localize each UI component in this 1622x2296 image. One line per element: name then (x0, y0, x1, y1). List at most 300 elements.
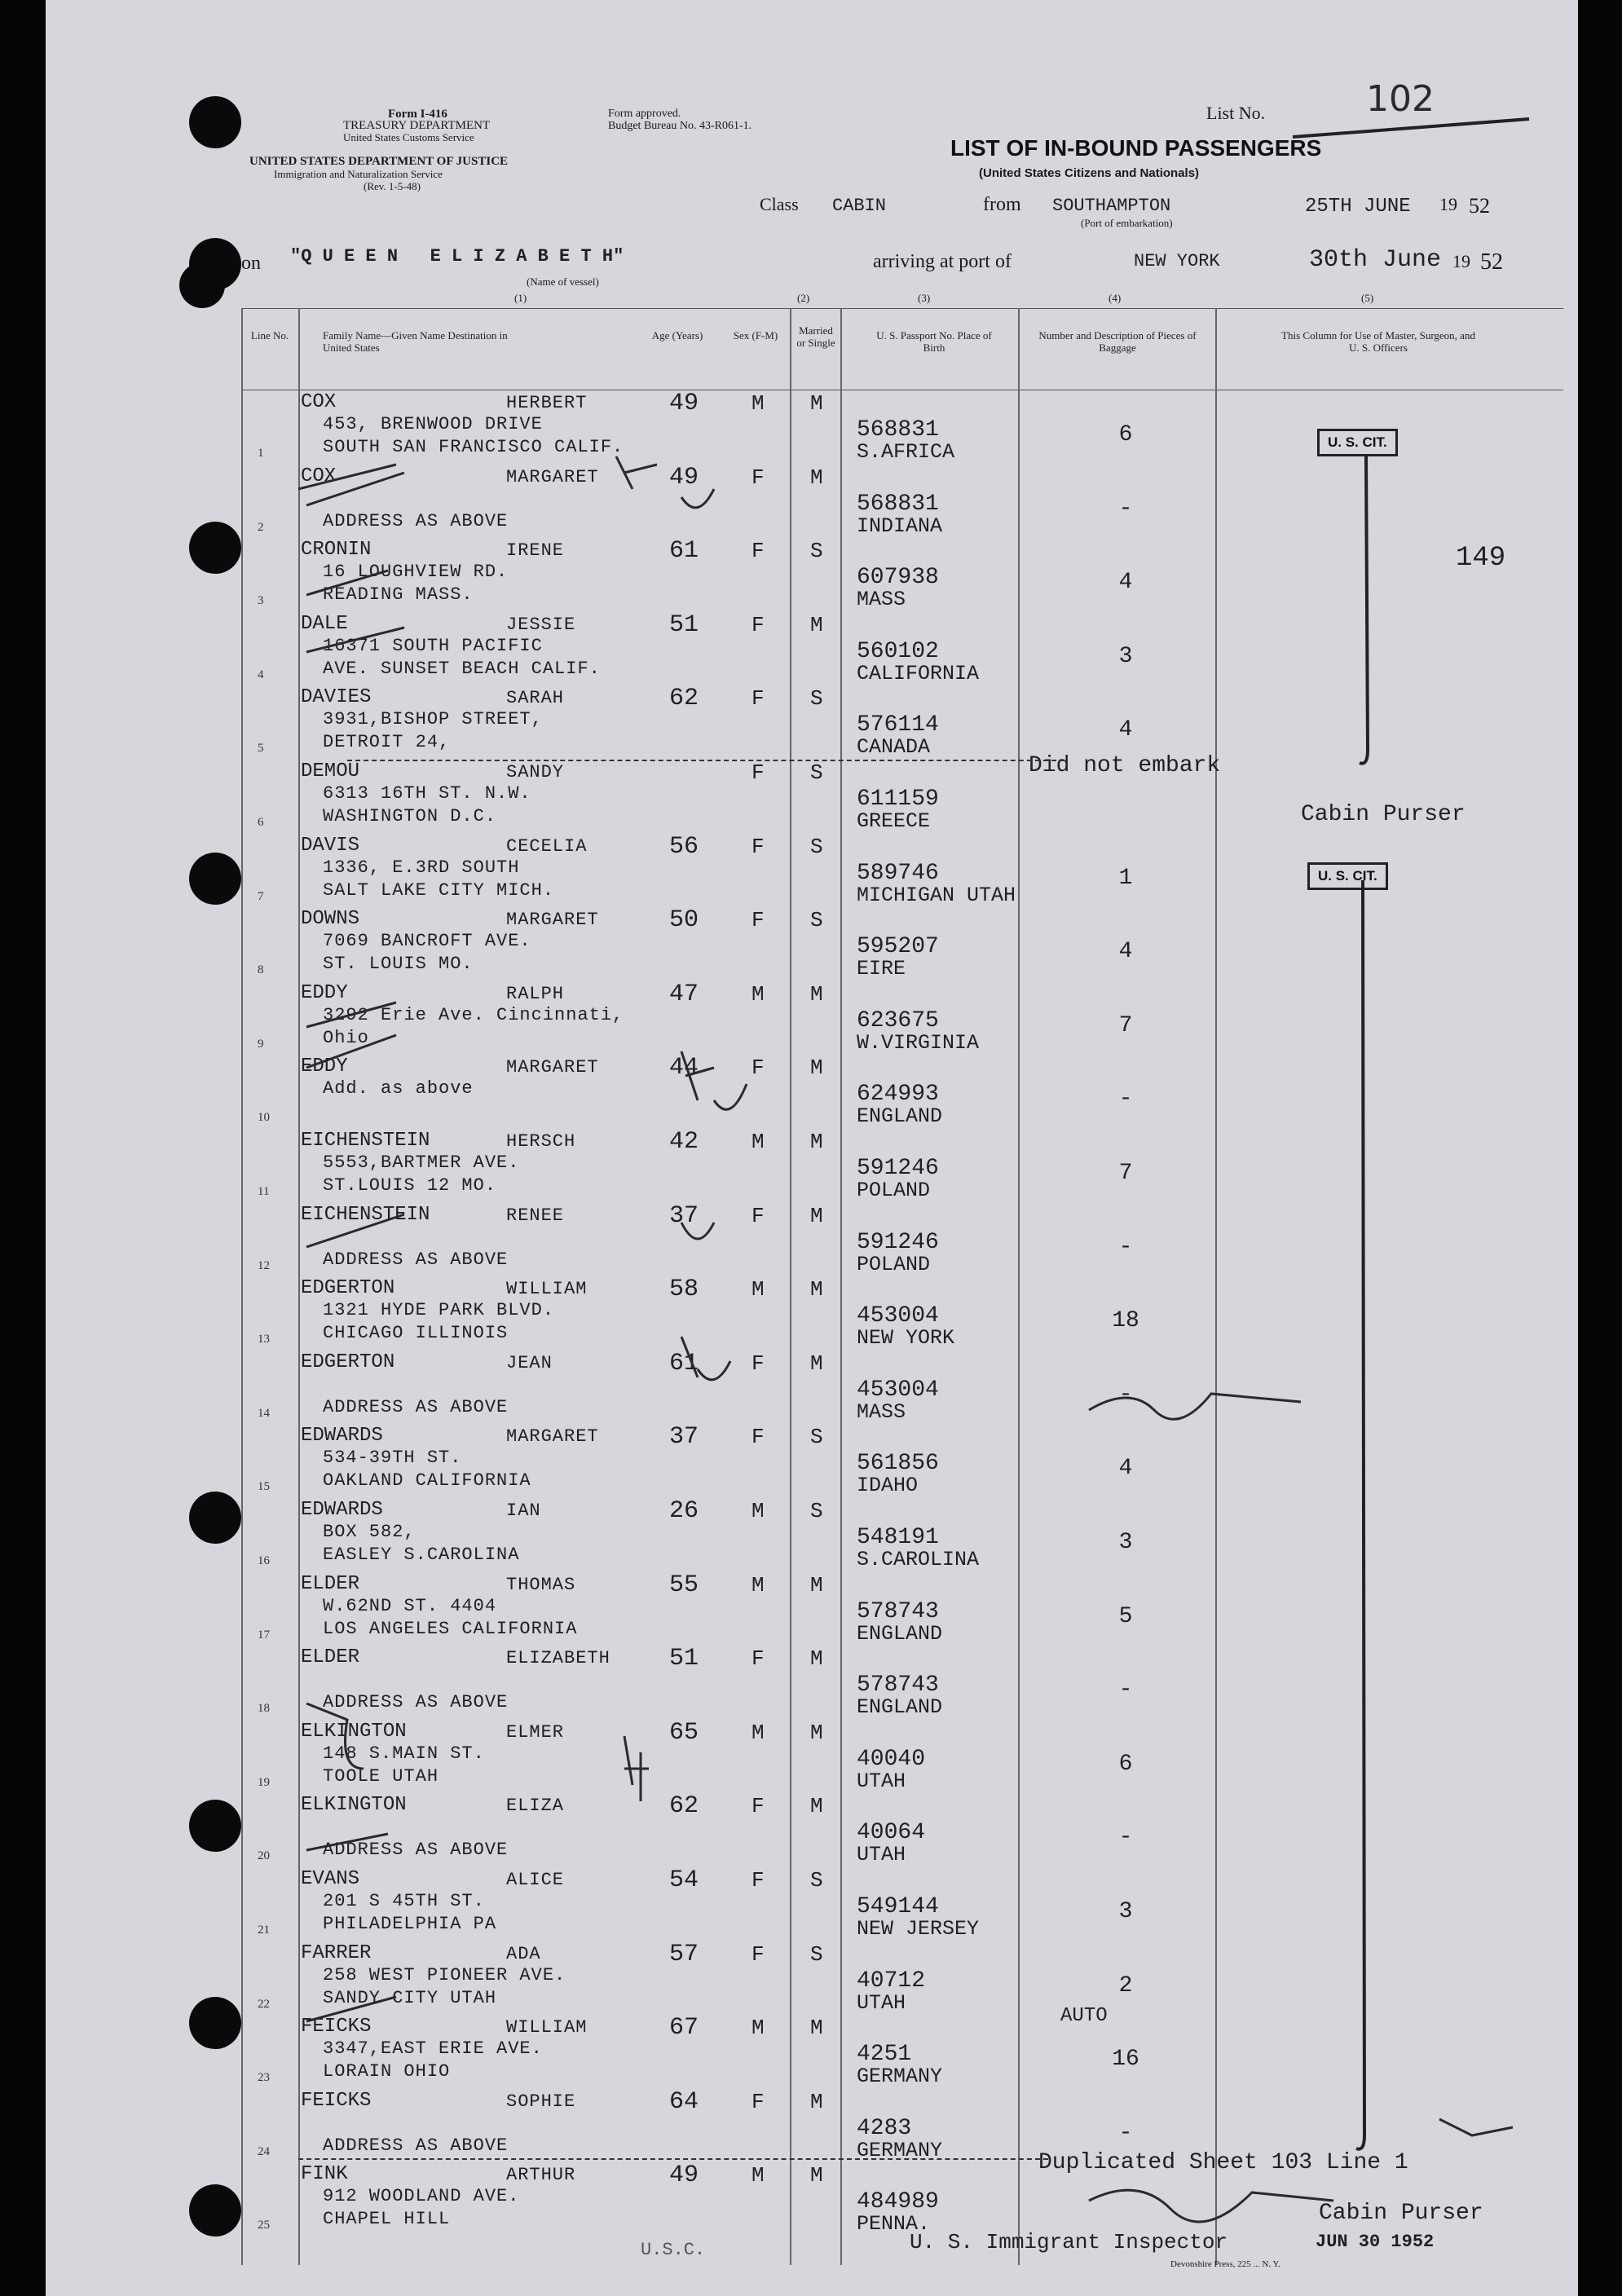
arriving-label: arriving at port of (873, 251, 1012, 272)
address-line-2: OAKLAND CALIFORNIA (323, 1470, 531, 1492)
sex: M (751, 2163, 765, 2188)
birthplace: MICHIGAN UTAH (857, 883, 1016, 907)
given-name: MARGARET (506, 466, 599, 487)
baggage-count: - (1118, 1825, 1133, 1851)
arrival-port: NEW YORK (1134, 251, 1220, 271)
passport-number: 576114 (857, 712, 939, 738)
on-label: on (241, 253, 261, 274)
line-number: 3 (258, 594, 264, 608)
given-name: ELIZA (506, 1796, 565, 1817)
line-number: 17 (258, 1628, 270, 1642)
birthplace: ENGLAND (857, 1104, 943, 1129)
sex: F (751, 1646, 765, 1672)
family-name: FINK (301, 2163, 348, 2186)
line-number: 9 (258, 1037, 264, 1051)
sex: F (751, 1203, 765, 1228)
list-no-label: List No. (1206, 103, 1266, 123)
sex: F (751, 760, 765, 785)
sex: F (751, 1055, 765, 1081)
birthplace: NEW JERSEY (857, 1917, 980, 1941)
family-name: COX (301, 391, 337, 413)
birthplace: CALIFORNIA (857, 661, 980, 685)
address-line-2: CHICAGO ILLINOIS (323, 1323, 509, 1344)
line-number: 13 (258, 1333, 270, 1346)
age: 26 (669, 1497, 699, 1525)
sex: M (751, 391, 765, 416)
line-number: 8 (258, 963, 264, 977)
address-line-1: 148 S.MAIN ST. (323, 1743, 485, 1764)
passport-number: 578743 (857, 1672, 939, 1699)
duplicated-note: Duplicated Sheet 103 Line 1 (1038, 2150, 1408, 2175)
col-name-dest: Family Name—Given Name Destination in United States (323, 329, 508, 354)
passport-number: 4283 (857, 2115, 912, 2141)
address-line-2: ST. LOUIS MO. (323, 954, 474, 975)
age: 49 (669, 390, 699, 417)
birthplace: UTAH (857, 1843, 906, 1867)
baggage-count: 16 (1112, 2047, 1139, 2073)
passport-number: 549144 (857, 1894, 939, 1919)
line-number: 4 (258, 668, 264, 681)
given-name: MARGARET (506, 1057, 599, 1078)
passport-number: 591246 (857, 1229, 939, 1255)
address-line-1: BOX 582, (323, 1522, 416, 1542)
given-name: THOMAS (506, 1574, 576, 1595)
treasury-dept: TREASURY DEPARTMENT (343, 119, 491, 132)
line-number: 20 (258, 1849, 270, 1863)
age: 67 (669, 2014, 699, 2043)
family-name: ELKINGTON (301, 1720, 407, 1743)
passport-number: 40064 (857, 1820, 926, 1846)
line-number: 5 (258, 742, 264, 756)
customs-service: United States Customs Service (343, 131, 474, 143)
family-name: EDGERTON (301, 1277, 395, 1300)
marital-status: M (810, 1055, 823, 1081)
sex: M (751, 1720, 765, 1745)
line-number: 6 (258, 816, 264, 829)
given-name: RENEE (506, 1205, 565, 1226)
printer-imprint: Devonshire Press, 225 ... N. Y. (1170, 2259, 1280, 2269)
passport-number: 623675 (857, 1007, 939, 1033)
arrival-year-prefix: 19 (1452, 251, 1470, 271)
handwritten-marks (274, 383, 1578, 2258)
address-line-1: 453, BRENWOOD DRIVE (323, 414, 543, 434)
marital-status: M (810, 1351, 823, 1376)
baggage-count: 18 (1112, 1308, 1139, 1334)
class-value: CABIN (832, 196, 887, 216)
age: 37 (669, 1423, 699, 1452)
passport-number: 607938 (857, 565, 939, 591)
marital-status: M (810, 2163, 823, 2188)
cabin-purser-note-2: Cabin Purser (1319, 2201, 1483, 2226)
birthplace: NEW YORK (857, 1326, 955, 1351)
sex: F (751, 686, 765, 712)
baggage-count: - (1118, 1086, 1133, 1113)
col-num-5: (5) (1361, 292, 1374, 304)
family-name: COX (301, 465, 337, 487)
address-line-2: ADDRESS AS ABOVE (323, 510, 509, 531)
marital-status: M (810, 612, 823, 637)
marital-status: M (810, 391, 823, 416)
passport-number: 595207 (857, 934, 939, 960)
birthplace: INDIANA (857, 513, 943, 538)
passport-number: 560102 (857, 638, 939, 664)
age: 49 (669, 2162, 699, 2190)
sex: M (751, 1572, 765, 1598)
line-number: 24 (258, 2144, 270, 2158)
address-line-1: 6313 16TH ST. N.W. (323, 783, 531, 804)
address-line-2: ADDRESS AS ABOVE (323, 1396, 509, 1417)
marital-status: M (810, 1794, 823, 1819)
address-line-2: DETROIT 24, (323, 732, 451, 753)
birthplace: MASS (857, 588, 906, 612)
col-num-4: (4) (1109, 292, 1122, 304)
line-number: 2 (258, 520, 264, 534)
birthplace: EIRE (857, 957, 906, 981)
form-number: Form I-416 (388, 108, 447, 121)
marital-status: S (810, 908, 823, 933)
family-name: EICHENSTEIN (301, 1130, 430, 1152)
age: 56 (669, 832, 699, 861)
given-name: ELIZABETH (506, 1648, 610, 1669)
given-name: ALICE (506, 1870, 565, 1890)
birthplace: ENGLAND (857, 1621, 943, 1646)
sex: F (751, 612, 765, 637)
baggage-count: 3 (1118, 1899, 1133, 1924)
age: 42 (669, 1128, 699, 1156)
col-passport: U. S. Passport No. Place of Birth (876, 329, 992, 354)
age: 44 (669, 1054, 699, 1082)
age: 51 (669, 1645, 699, 1673)
address-line-1: 1321 HYDE PARK BLVD. (323, 1300, 555, 1321)
baggage-count: 4 (1118, 717, 1133, 743)
sex: F (751, 1425, 765, 1450)
given-name: ELMER (506, 1721, 565, 1743)
given-name: MARGARET (506, 1426, 599, 1448)
age: 62 (669, 685, 699, 713)
address-line-2: ADDRESS AS ABOVE (323, 1249, 509, 1270)
passport-number: 40040 (857, 1746, 926, 1772)
punch-hole (189, 96, 241, 148)
embark-date: 25TH JUNE (1305, 196, 1411, 218)
form-page (46, 0, 1578, 2296)
marital-status: S (810, 1425, 823, 1450)
family-name: FEICKS (301, 2089, 372, 2112)
col-married: Married or Single (796, 324, 835, 349)
given-name: SARAH (506, 688, 565, 709)
marital-status: M (810, 2089, 823, 2114)
birthplace: CANADA (857, 735, 931, 760)
birthplace: GREECE (857, 809, 931, 833)
ins-service: Immigration and Naturalization Service (274, 168, 443, 180)
family-name: FEICKS (301, 2016, 372, 2038)
sex: F (751, 1351, 765, 1376)
cabin-purser-note: Cabin Purser (1301, 802, 1466, 827)
address-line-1: 912 WOODLAND AVE. (323, 2186, 520, 2207)
sex: F (751, 539, 765, 564)
family-name: EICHENSTEIN (301, 1203, 430, 1226)
family-name: DAVIS (301, 834, 360, 857)
punch-hole (179, 262, 225, 308)
did-not-embark-note: Did not embark (1029, 753, 1221, 778)
count-handwritten: 149 (1456, 543, 1506, 574)
address-line-1: 16371 SOUTH PACIFIC (323, 635, 543, 656)
age: 51 (669, 610, 699, 639)
family-name: ELKINGTON (301, 1794, 407, 1817)
given-name: JEAN (506, 1352, 553, 1373)
marital-status: M (810, 2016, 823, 2041)
passport-number: 40712 (857, 1968, 926, 1994)
baggage-count: 4 (1118, 570, 1133, 596)
age: 47 (669, 980, 699, 1008)
budget-bureau: Budget Bureau No. 43-R061-1. (608, 120, 752, 132)
sex: F (751, 834, 765, 859)
embark-year-prefix: 19 (1439, 194, 1457, 214)
line-number: 19 (258, 1775, 270, 1789)
address-line-2: READING MASS. (323, 584, 474, 606)
revision: (Rev. 1-5-48) (364, 180, 421, 192)
page-title: LIST OF IN-BOUND PASSENGERS (950, 135, 1322, 161)
justice-dept: UNITED STATES DEPARTMENT OF JUSTICE (249, 155, 509, 168)
sex: F (751, 465, 765, 490)
line-number: 22 (258, 1997, 270, 2011)
address-line-1: 3347,EAST ERIE AVE. (323, 2038, 543, 2060)
address-line-2: ADDRESS AS ABOVE (323, 1840, 509, 1861)
sex: M (751, 1277, 765, 1302)
address-line-1: 3931,BISHOP STREET, (323, 709, 543, 730)
line-number: 21 (258, 1924, 270, 1937)
passport-number: 4251 (857, 2042, 912, 2068)
address-line-1: Add. as above (323, 1078, 474, 1100)
passport-number: 611159 (857, 787, 939, 812)
baggage-count: - (1118, 1677, 1133, 1703)
given-name: SANDY (506, 762, 565, 782)
col-sex: Sex (F-M) (733, 329, 778, 342)
col-age: Age (Years) (651, 329, 703, 342)
address-line-2: ADDRESS AS ABOVE (323, 1692, 509, 1713)
birthplace: POLAND (857, 1252, 931, 1276)
us-citizen-stamp: U. S. CIT. (1307, 862, 1388, 890)
family-name: EDGERTON (301, 1351, 395, 1373)
baggage-count: 4 (1118, 1456, 1133, 1482)
col-num-2: (2) (797, 292, 810, 304)
age: 37 (669, 1201, 699, 1230)
passport-number: 453004 (857, 1377, 939, 1403)
baggage-count: 1 (1118, 865, 1133, 891)
address-line-1: 1336, E.3RD SOUTH (323, 857, 520, 878)
line-number: 12 (258, 1258, 270, 1272)
inspector-line: U. S. Immigrant Inspector (910, 2230, 1228, 2254)
address-line-1: 16 LOUGHVIEW RD. (323, 562, 509, 583)
age: 54 (669, 1866, 699, 1894)
sex: F (751, 2089, 765, 2114)
birthplace: GERMANY (857, 2065, 943, 2089)
family-name: DOWNS (301, 908, 360, 931)
line-number: 23 (258, 2071, 270, 2085)
arrival-year: 52 (1480, 249, 1503, 275)
birthplace: UTAH (857, 1769, 906, 1793)
birthplace: UTAH (857, 1990, 906, 2015)
age: 50 (669, 906, 699, 935)
address-line-2: Ohio (323, 1027, 369, 1048)
arrival-date: 30th June (1309, 246, 1442, 274)
address-line-1: W.62ND ST. 4404 (323, 1595, 497, 1616)
address-line-2: SALT LAKE CITY MICH. (323, 879, 555, 901)
list-underline (1293, 114, 1537, 147)
given-name: IAN (506, 1501, 541, 1521)
us-citizen-stamp: U. S. CIT. (1317, 429, 1398, 456)
col-num-3: (3) (918, 292, 931, 304)
given-name: ADA (506, 1943, 541, 1964)
marital-status: S (810, 539, 823, 564)
given-name: SOPHIE (506, 2091, 576, 2112)
inspector-date: JUN 30 1952 (1316, 2232, 1435, 2252)
col-baggage: Number and Description of Pieces of Baggage (1038, 329, 1197, 354)
marital-status: M (810, 1572, 823, 1598)
address-line-2: PHILADELPHIA PA (323, 1914, 497, 1934)
passport-number: 561856 (857, 1451, 939, 1477)
marital-status: M (810, 465, 823, 490)
baggage-count: 6 (1118, 422, 1133, 447)
family-name: CRONIN (301, 539, 372, 562)
address-line-1: 3292 Erie Ave. Cincinnati, (323, 1004, 624, 1025)
address-line-1: 5553,BARTMER AVE. (323, 1152, 520, 1173)
family-name: DAVIES (301, 686, 372, 709)
address-line-2: TOOLE UTAH (323, 1765, 439, 1787)
family-name: EDWARDS (301, 1425, 383, 1448)
sex: M (751, 1499, 765, 1523)
given-name: WILLIAM (506, 1279, 588, 1300)
birthplace: S.AFRICA (857, 440, 955, 464)
line-number: 10 (258, 1111, 270, 1125)
given-name: WILLIAM (506, 2017, 588, 2038)
marital-status: S (810, 1499, 823, 1523)
line-number: 16 (258, 1554, 270, 1567)
baggage-count: 7 (1118, 1012, 1133, 1038)
given-name: MARGARET (506, 910, 599, 931)
family-name: EDWARDS (301, 1499, 383, 1521)
address-line-2: SOUTH SAN FRANCISCO CALIF. (323, 437, 624, 457)
baggage-count: - (1118, 496, 1133, 522)
baggage-count: 4 (1118, 939, 1133, 965)
sex: F (751, 1794, 765, 1819)
vessel-caption: (Name of vessel) (527, 275, 599, 288)
baggage-count: - (1118, 1234, 1133, 1260)
age: 62 (669, 1792, 699, 1821)
passport-number: 589746 (857, 860, 939, 886)
given-name: HERBERT (506, 393, 588, 413)
from-label: from (983, 194, 1021, 215)
marital-status: S (810, 760, 823, 785)
address-line-2: WASHINGTON D.C. (323, 806, 497, 826)
col-num-1: (1) (514, 292, 527, 304)
table-top-rule (241, 308, 1563, 309)
age: 49 (669, 463, 699, 491)
marital-status: S (810, 1868, 823, 1893)
address-line-1: 258 WEST PIONEER AVE. (323, 1964, 566, 1985)
marital-status: M (810, 1646, 823, 1672)
line-number: 1 (258, 447, 264, 460)
birthplace: ENGLAND (857, 1695, 943, 1720)
age: 65 (669, 1718, 699, 1747)
birthplace: PENNA. (857, 2212, 931, 2237)
passport-number: 568831 (857, 417, 939, 443)
passport-number: 591246 (857, 1156, 939, 1181)
sex: M (751, 1130, 765, 1154)
line-number: 14 (258, 1406, 270, 1420)
address-line-1: 534-39TH ST. (323, 1448, 462, 1469)
line-number: 11 (258, 1185, 270, 1198)
passport-number: 548191 (857, 1525, 939, 1550)
col-officers: This Column for Use of Master, Surgeon, and U. S. Officers (1281, 329, 1475, 354)
address-line-2: AVE. SUNSET BEACH CALIF. (323, 658, 601, 679)
marital-status: M (810, 1277, 823, 1302)
marital-status: M (810, 1203, 823, 1228)
sex: M (751, 2016, 765, 2041)
age: 61 (669, 1349, 699, 1377)
sex: F (751, 1868, 765, 1893)
line-number: 25 (258, 2219, 270, 2232)
marital-status: S (810, 686, 823, 712)
list-number: 102 (1366, 78, 1435, 120)
family-name: ELDER (301, 1646, 360, 1669)
class-label: Class (760, 194, 799, 214)
address-line-1: 7069 BANCROFT AVE. (323, 931, 531, 952)
page-subtitle: (United States Citizens and Nationals) (979, 166, 1200, 180)
baggage-count: 7 (1118, 1161, 1133, 1186)
birthplace: S.CAROLINA (857, 1548, 980, 1571)
baggage-count: 3 (1118, 643, 1133, 669)
address-line-2: CHAPEL HILL (323, 2209, 451, 2230)
baggage-count: 5 (1118, 1603, 1133, 1629)
birthplace: GERMANY (857, 2138, 943, 2162)
marital-status: S (810, 834, 823, 859)
marital-status: M (810, 981, 823, 1007)
baggage-count: - (1118, 2120, 1133, 2146)
sex: M (751, 981, 765, 1007)
address-line-2: ST.LOUIS 12 MO. (323, 1175, 497, 1196)
address-line-2: SANDY CITY UTAH (323, 1987, 497, 2008)
address-line-2: ADDRESS AS ABOVE (323, 2135, 509, 2156)
birthplace: W.VIRGINIA (857, 1030, 980, 1055)
address-line-1: 201 S 45TH ST. (323, 1891, 485, 1911)
sex: F (751, 1941, 765, 1967)
line-number: 7 (258, 889, 264, 903)
family-name: FARRER (301, 1941, 372, 1964)
passport-number: 568831 (857, 491, 939, 517)
baggage-count: 3 (1118, 1530, 1133, 1555)
baggage-count: 6 (1118, 1751, 1133, 1777)
footer-left-mark: U.S.C. (641, 2240, 706, 2260)
family-name: DEMOU (301, 760, 360, 782)
form-approved: Form approved. (608, 108, 681, 120)
vessel-name: "Q U E E N E L I Z A B E T H" (290, 246, 624, 267)
auto-note: AUTO (1060, 2005, 1108, 2027)
family-name: EDDY (301, 981, 348, 1004)
sex: F (751, 908, 765, 933)
age: 64 (669, 2087, 699, 2116)
passport-number: 484989 (857, 2189, 939, 2215)
age: 58 (669, 1276, 699, 1304)
baggage-count: 2 (1118, 1972, 1133, 1999)
family-name: EDDY (301, 1055, 348, 1078)
marital-status: M (810, 1720, 823, 1745)
given-name: RALPH (506, 983, 565, 1004)
address-line-2: LORAIN OHIO (323, 2061, 451, 2082)
given-name: CECELIA (506, 835, 588, 857)
col-line-no: Line No. (250, 329, 289, 342)
given-name: ARTHUR (506, 2165, 576, 2186)
embark-caption: (Port of embarkation) (1081, 217, 1173, 229)
